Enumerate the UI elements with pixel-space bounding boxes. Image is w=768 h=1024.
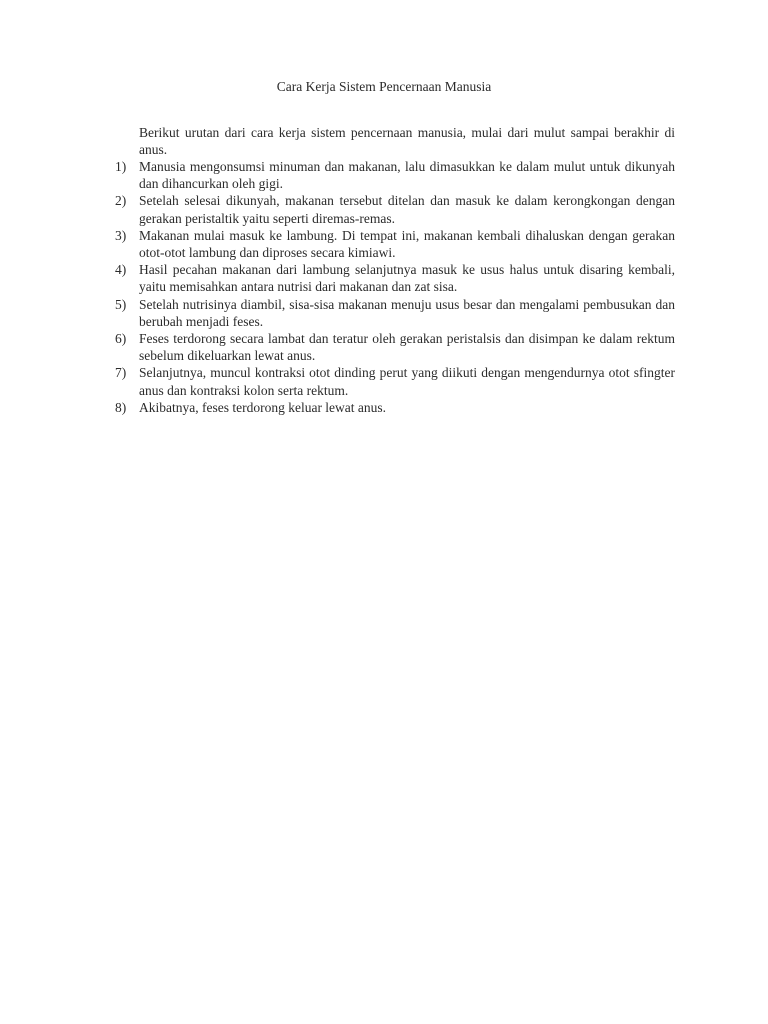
list-item xyxy=(0,296,675,330)
step-number: 7) xyxy=(115,365,127,381)
list-item xyxy=(0,330,675,364)
list-item xyxy=(0,261,675,295)
step-number: 4) xyxy=(115,262,127,278)
step-number: 3) xyxy=(115,227,127,243)
step-text: Setelah nutrisinya diambil, sisa-sisa makanan menuju usus besar dan mengalami pembusukan dan berubah menjadi feses. xyxy=(139,296,675,329)
step-text: Akibatnya, feses terdorong keluar lewat anus. xyxy=(139,399,387,415)
step-text: Manusia mengonsumsi minuman dan makanan, lalu dimasukkan ke dalam mulut untuk dikunyah dan dihancurkan oleh gigi. xyxy=(139,159,675,192)
step-number: 5) xyxy=(115,296,127,312)
step-text: Makanan mulai masuk ke lambung. Di tempat ini, makanan kembali dihaluskan dengan gerakan otot-otot lambung dan diproses secara kimiawi. xyxy=(139,227,675,261)
list-item xyxy=(0,192,675,226)
step-number: 8) xyxy=(115,399,127,415)
list-item xyxy=(0,364,675,398)
step-number: 2) xyxy=(115,193,127,209)
step-number: 6) xyxy=(115,331,127,347)
list-item xyxy=(0,399,675,416)
list-item xyxy=(0,227,675,261)
steps-list xyxy=(0,158,768,416)
step-text: Hasil pecahan makanan dari lambung selanjutnya masuk ke usus halus untuk disaring kembali, yaitu memisahkan antara nutrisi dari makanan dan zat sisa. xyxy=(139,262,675,295)
step-number: 1) xyxy=(115,159,127,174)
list-item xyxy=(0,158,675,192)
step-text: Selanjutnya, muncul kontraksi otot dinding perut yang diikuti dengan mengendurnya otot sfingter anus dan kontraksi kolon serta rektum. xyxy=(139,365,675,398)
step-text: Feses terdorong secara lambat dan teratur oleh gerakan peristalsis dan disimpan ke dalam rektum sebelum dikeluarkan lewat anus. xyxy=(139,331,675,364)
step-text: Setelah selesai dikunyah, makanan tersebut ditelan dan masuk ke dalam kerongkongan dengan gerakan peristaltik yaitu seperti diremas-remas. xyxy=(139,193,675,226)
page-title: Cara Kerja Sistem Pencernaan Manusia xyxy=(276,79,492,94)
intro-paragraph: Berikut urutan dari cara kerja sistem pencernaan manusia, mulai dari mulut sampai berakhir di anus. xyxy=(139,125,675,158)
